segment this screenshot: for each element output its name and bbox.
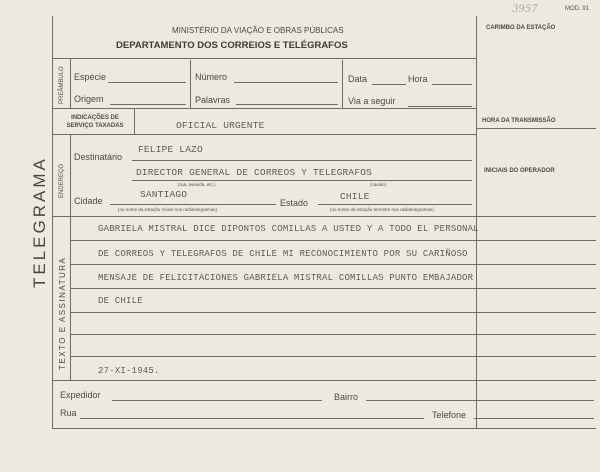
- rua-label: Rua: [60, 408, 77, 418]
- city-hint: (ou nome da estação móvel nos radiotelegramas): [118, 207, 218, 212]
- cidade-value: SANTIAGO: [140, 189, 188, 200]
- destinatario-label: Destinatário: [74, 152, 123, 162]
- numero-label: Número: [195, 72, 228, 82]
- form-number: 3957: [512, 4, 538, 15]
- telegram-title: TELEGRAMA: [30, 156, 49, 288]
- telefone-label: Telefone: [432, 410, 467, 420]
- data-label: Data: [348, 74, 368, 84]
- address-line-2: DIRECTOR GENERAL DE CORREOS Y TELEGRAFOS: [136, 167, 373, 178]
- origem-label: Origem: [74, 94, 104, 104]
- state-hint: (ou nome da estação terrestre nos radiotelegramas): [330, 207, 434, 212]
- station-stamp-label: CARIMBO DA ESTAÇÃO: [486, 25, 556, 31]
- expedidor-label: Expedidor: [60, 390, 101, 400]
- department-title: DEPARTAMENTO DOS CORREIOS E TELÉGRAFOS: [116, 40, 348, 51]
- message-line-1: GABRIELA MISTRAL DICE DIPONTOS COMILLAS A USTED Y A TODO EL PERSONAL: [98, 224, 479, 234]
- message-line-4: DE CHILE: [98, 296, 143, 306]
- ministry-title: MINISTÉRIO DA VIAÇÃO E OBRAS PÚBLICAS: [172, 26, 344, 35]
- number-hint: (cavalo): [370, 182, 387, 187]
- message-date: 27-XI-1945.: [98, 366, 160, 376]
- bottom-border: [52, 428, 596, 429]
- preambulo-side-label: PREÂMBULO: [59, 66, 65, 104]
- via-label: Via a seguir: [348, 96, 396, 106]
- estado-label: Estado: [280, 198, 309, 208]
- bairro-label: Bairro: [334, 392, 359, 402]
- hora-label: Hora: [408, 74, 428, 84]
- message-line-2: DE CORREOS Y TELEGRAFOS DE CHILE MI RECONOCIMIENTO POR SU CARIÑOSO: [98, 249, 468, 259]
- estado-value: CHILE: [340, 191, 370, 202]
- service-label: INDICAÇÕES DE SERVIÇO TAXADAS: [66, 115, 124, 129]
- message-side-label: TEXTO E ASSINATURA: [58, 256, 67, 370]
- transmission-time-label: HORA DA TRANSMISSÃO: [482, 118, 556, 124]
- model-number: MOD. 91: [565, 6, 590, 12]
- message-line-3: MENSAJE DE FELICITACIONES GABRIELA MISTRAL COMILLAS PUNTO EMBAJADOR: [98, 273, 474, 283]
- destinatario-value: FELIPE LAZO: [138, 144, 203, 155]
- especie-label: Espécie: [74, 72, 107, 82]
- palavras-label: Palavras: [195, 95, 231, 105]
- right-border: [476, 16, 477, 428]
- address-side-label: ENDEREÇO: [59, 163, 65, 198]
- cidade-label: Cidade: [74, 196, 103, 206]
- left-border: [52, 16, 53, 428]
- service-value: OFICIAL URGENTE: [176, 120, 265, 131]
- operator-initials-label: INICIAIS DO OPERADOR: [484, 168, 555, 174]
- street-hint: (rua, avenida, etc.): [178, 182, 216, 187]
